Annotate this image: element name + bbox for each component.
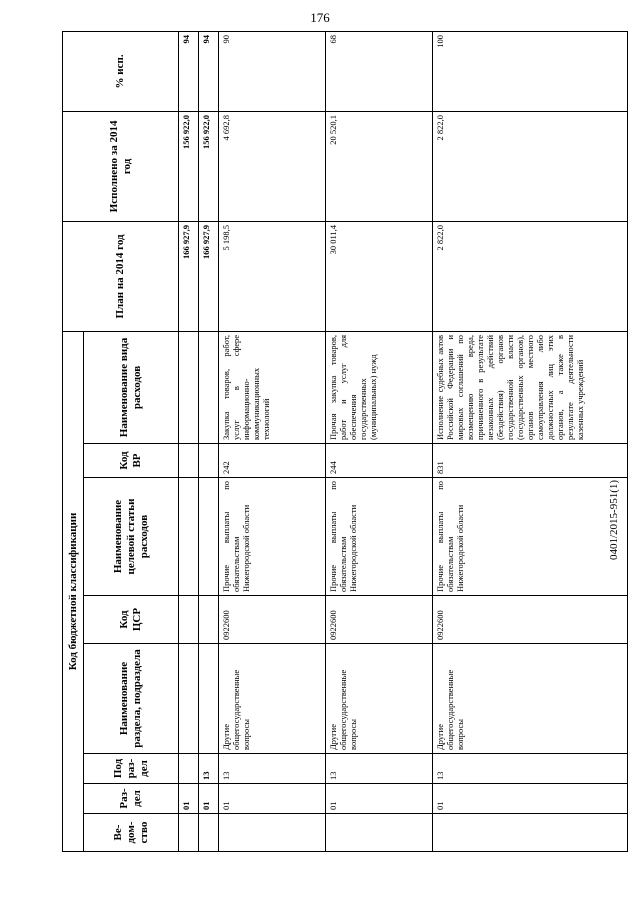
- cell-percent: 90: [219, 31, 326, 111]
- cell-plan: 166 927,9: [199, 221, 219, 331]
- header-razdel-name: Наименование раздела, подраздела: [84, 644, 179, 754]
- cell-csr-name: Прочие выплаты по обязательствам Нижегородской области: [219, 478, 326, 596]
- header-ispolneno: Исполнено за 2014 год: [63, 111, 179, 221]
- cell-vr: 831: [433, 444, 628, 478]
- cell-vedomstvo: [326, 814, 433, 852]
- cell-ispolneno: 156 922,0: [179, 111, 199, 221]
- cell-empty: [199, 444, 219, 478]
- cell-vr-name: Исполнение судебных актов Российской Федерации и мировых соглашений по возмещению вреда, причиненного в результате незаконных действий (бездействия) органов государственной власти (государственных органов), органов местного самоуправления либо должностных лиц этих органов, а также в результате деятельности казенных учреждений: [433, 331, 628, 443]
- cell-podrazdel: 13: [219, 754, 326, 784]
- budget-table-rotated: [62, 32, 602, 852]
- cell-empty: [179, 444, 199, 478]
- cell-razdel-name: Другие общегосударственные вопросы: [433, 644, 628, 754]
- table-row: [219, 31, 326, 851]
- cell-razdel: 01: [219, 784, 326, 814]
- cell-empty: [199, 331, 219, 443]
- header-vr-name: Наименование вида расходов: [84, 331, 179, 443]
- cell-empty: [179, 596, 199, 644]
- header-csr-name: Наименование целевой статьи расходов: [84, 478, 179, 596]
- budget-table: [62, 31, 628, 852]
- cell-empty: [199, 644, 219, 754]
- header-razdel: Раз-дел: [84, 784, 179, 814]
- header-percent: % исп.: [63, 31, 179, 111]
- cell-ispolneno: 20 520,1: [326, 111, 433, 221]
- cell-csr: 0922600: [433, 596, 628, 644]
- cell-empty: [179, 331, 199, 443]
- cell-vedomstvo: [179, 814, 199, 852]
- cell-plan: 5 198,5: [219, 221, 326, 331]
- cell-csr: 0922600: [219, 596, 326, 644]
- cell-podrazdel: 13: [433, 754, 628, 784]
- cell-csr: 0922600: [326, 596, 433, 644]
- cell-ispolneno: 2 822,0: [433, 111, 628, 221]
- cell-razdel: 01: [199, 784, 219, 814]
- cell-percent: 68: [326, 31, 433, 111]
- cell-ispolneno: 4 692,8: [219, 111, 326, 221]
- cell-empty: [179, 478, 199, 596]
- cell-podrazdel: 13: [199, 754, 219, 784]
- cell-ispolneno: 156 922,0: [199, 111, 219, 221]
- cell-razdel: 01: [179, 784, 199, 814]
- cell-csr-name: Прочие выплаты по обязательствам Нижегородской области: [326, 478, 433, 596]
- cell-vr: 244: [326, 444, 433, 478]
- cell-plan: 2 822,0: [433, 221, 628, 331]
- table-row: [199, 31, 219, 851]
- cell-razdel-name: Другие общегосударственные вопросы: [219, 644, 326, 754]
- header-csr: Код ЦСР: [84, 596, 179, 644]
- header-vr: Код ВР: [84, 444, 179, 478]
- page-number: 176: [310, 10, 330, 25]
- cell-percent: 100: [433, 31, 628, 111]
- cell-podrazdel: [179, 754, 199, 784]
- table-row: [326, 31, 433, 851]
- cell-csr-name: Прочие выплаты по обязательствам Нижегородской области: [433, 478, 628, 596]
- cell-vr-name: Прочая закупка товаров, работ и услуг для обеспечения государственных (муниципальных) нужд: [326, 331, 433, 443]
- cell-razdel-name: Другие общегосударственные вопросы: [326, 644, 433, 754]
- cell-razdel: 01: [326, 784, 433, 814]
- cell-vedomstvo: [219, 814, 326, 852]
- cell-empty: [179, 644, 199, 754]
- cell-vr-name: Закупка товаров, работ, услуг в сфере информационно-коммуникационных технологий: [219, 331, 326, 443]
- cell-empty: [199, 596, 219, 644]
- cell-plan: 30 011,4: [326, 221, 433, 331]
- cell-empty: [199, 478, 219, 596]
- cell-vr: 242: [219, 444, 326, 478]
- cell-razdel: 01: [433, 784, 628, 814]
- cell-podrazdel: 13: [326, 754, 433, 784]
- header-podrazdel: Под раз-дел: [84, 754, 179, 784]
- table-row: [433, 31, 628, 851]
- cell-plan: 166 927,9: [179, 221, 199, 331]
- header-plan: План на 2014 год: [63, 221, 179, 331]
- cell-vedomstvo: [433, 814, 628, 852]
- header-group: Код бюджетной классификации: [63, 331, 84, 851]
- cell-vedomstvo: [199, 814, 219, 852]
- cell-percent: 94: [179, 31, 199, 111]
- document-code: 0401/2015-951(1): [608, 479, 620, 560]
- table-row: [179, 31, 199, 851]
- header-vedomstvo: Ве-дом-ство: [84, 814, 179, 852]
- cell-percent: 94: [199, 31, 219, 111]
